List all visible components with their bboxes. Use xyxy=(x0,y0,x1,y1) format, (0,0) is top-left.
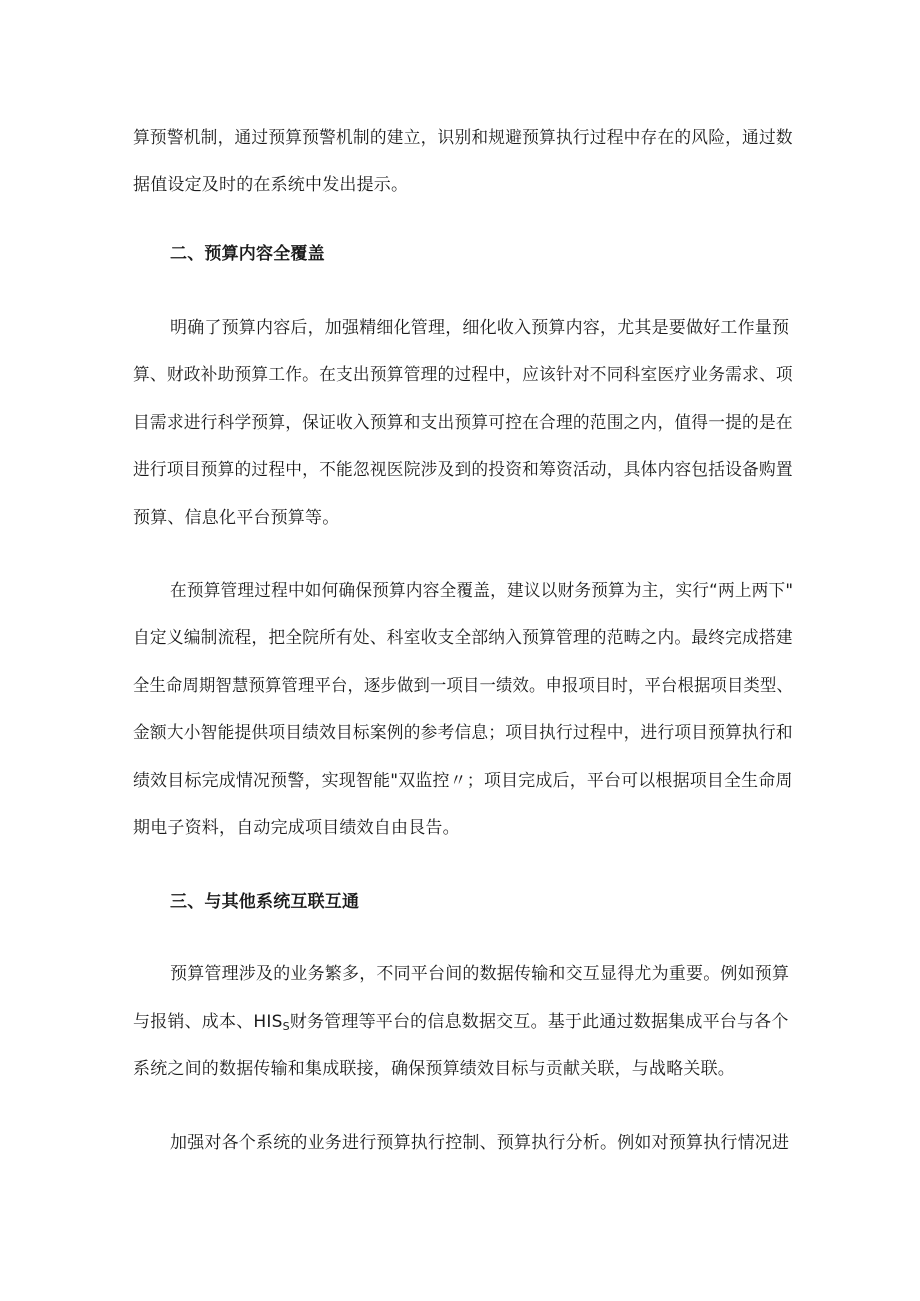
paragraph-line: 明确了预算内容后，加强精细化管理，细化收入预算内容，尤其是要做好工作量预 xyxy=(170,318,790,338)
paragraph-line: 金额大小智能提供项目绩效目标案例的参考信息；项目执行过程中，进行项目预算执行和 xyxy=(133,723,793,743)
section-heading: 三、与其他系统互联互通 xyxy=(170,892,360,912)
line-text-before: 与报销、成本、HIS xyxy=(133,1012,283,1032)
paragraph-line: 据值设定及时的在系统中发出提示。 xyxy=(133,175,409,195)
paragraph-line: 预算管理涉及的业务繁多，不同平台间的数据传输和交互显得尤为重要。例如预算 xyxy=(170,964,790,984)
paragraph-line xyxy=(133,1012,789,1037)
line-text-after: 财务管理等平台的信息数据交互。基于此通过数据集成平台与各个 xyxy=(289,1012,789,1032)
paragraph-line: 期电子资料，自动完成项目绩效自由艮告。 xyxy=(133,818,460,838)
paragraph-line: 绩效目标完成情况预警，实现智能"双监控〃；项目完成后，平台可以根据项目全生命周 xyxy=(133,771,793,791)
paragraph-line: 目需求进行科学预算，保证收入预算和支出预算可控在合理的范围之内，值得一提的是在 xyxy=(133,413,793,433)
paragraph-line: 加强对各个系统的业务进行预算执行控制、预算执行分析。例如对预算执行情况进 xyxy=(170,1133,790,1153)
subscript: S xyxy=(282,1020,290,1033)
paragraph-line: 在预算管理过程中如何确保预算内容全覆盖，建议以财务预算为主，实行“两上两下" xyxy=(170,581,794,601)
paragraph-line: 全生命周期智慧预算管理平台，逐步做到一项目一绩效。申报项目时，平台根据项目类型、 xyxy=(133,676,793,696)
paragraph-line: 系统之间的数据传输和集成联接，确保预算绩效目标与贡献关联，与战略关联。 xyxy=(133,1059,735,1079)
section-heading: 二、预算内容全覆盖 xyxy=(170,244,325,264)
paragraph-line: 预算、信息化平台预算等。 xyxy=(133,508,340,528)
paragraph-line: 算、财政补助预算工作。在支出预算管理的过程中，应该针对不同科室医疗业务需求、项 xyxy=(133,365,793,385)
paragraph-line: 进行项目预算的过程中，不能忽视医院涉及到的投资和筹资活动，具体内容包括设备购置 xyxy=(133,460,793,480)
paragraph-line: 自定义编制流程，把全院所有处、科室收支全部纳入预算管理的范畴之内。最终完成搭建 xyxy=(133,628,793,648)
paragraph-line: 算预警机制，通过预算预警机制的建立，识别和规避预算执行过程中存在的风险，通过数 xyxy=(133,128,793,148)
